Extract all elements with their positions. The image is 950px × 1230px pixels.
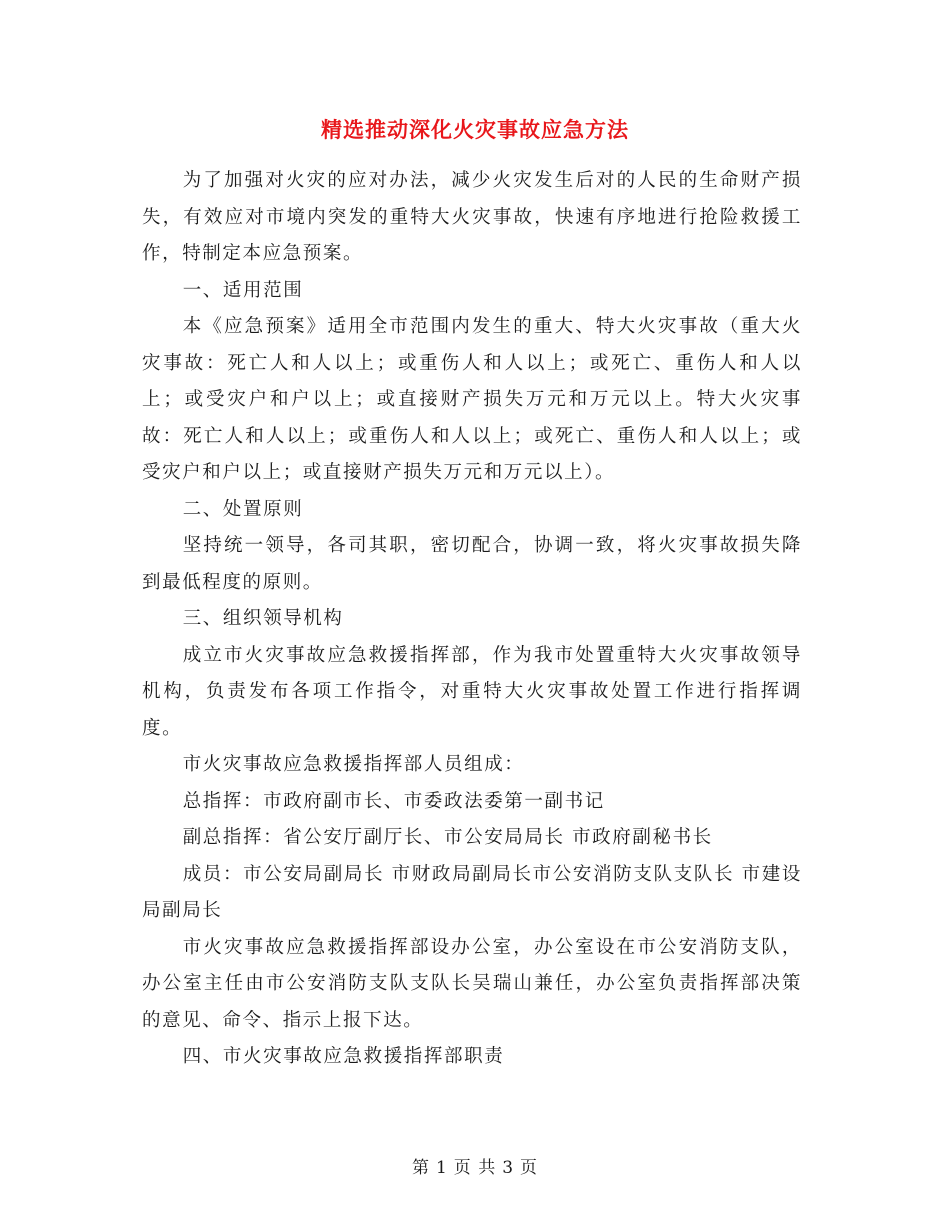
current-page-number: 1 bbox=[435, 1158, 448, 1178]
paragraph-members-intro: 市火灾事故应急救援指挥部人员组成： bbox=[182, 754, 525, 775]
page-mid: 页 共 bbox=[453, 1158, 497, 1178]
page-prefix: 第 bbox=[411, 1158, 430, 1178]
paragraph-members: 成员：市公安局副局长 市财政局副局长市公安消防支队支队长 市建设局副局长 bbox=[142, 863, 802, 921]
total-page-number: 3 bbox=[502, 1158, 515, 1178]
page-number-footer bbox=[0, 1153, 950, 1178]
section-heading-organization: 三、组织领导机构 bbox=[182, 608, 344, 629]
paragraph-deputy-commander: 副总指挥：省公安厅副厅长、市公安局局长 市政府副秘书长 bbox=[182, 827, 713, 848]
page-suffix: 页 bbox=[520, 1158, 539, 1178]
section-heading-duties: 四、市火灾事故应急救援指挥部职责 bbox=[182, 1046, 505, 1067]
paragraph-principles: 坚持统一领导，各司其职，密切配合，协调一致，将火灾事故损失降到最低程度的原则。 bbox=[142, 535, 802, 593]
paragraph-office: 市火灾事故应急救援指挥部设办公室，办公室设在市公安消防支队，办公室主任由市公安消防支队支队长吴瑞山兼任，办公室负责指挥部决策的意见、命令、指示上报下达。 bbox=[142, 936, 802, 1031]
paragraph-commander: 总指挥：市政府副市长、市委政法委第一副书记 bbox=[182, 790, 605, 812]
paragraph-intro: 为了加强对火灾的应对办法，减少火灾发生后对的人民的生命财产损失，有效应对市境内突发的重特大火灾事故，快速有序地进行抢险救援工作，特制定本应急预案。 bbox=[142, 170, 802, 264]
document-body bbox=[142, 163, 802, 1076]
paragraph-organization: 成立市火灾事故应急救援指挥部，作为我市处置重特大火灾事故领导机构，负责发布各项工作指令，对重特大火灾事故处置工作进行指挥调度。 bbox=[142, 644, 802, 739]
paragraph-scope: 本《应急预案》适用全市范围内发生的重大、特大火灾事故（重大火灾事故：死亡人和人以上；或重伤人和人以上；或死亡、重伤人和人以上；或受灾户和户以上；或直接财产损失万元和万元以上。特大火灾事故：死亡人和人以上；或重伤人和人以上；或死亡、重伤人和人以上；或受灾户和户以上；或直接财产损失万元和万元以上）。 bbox=[142, 316, 802, 483]
section-heading-scope: 一、适用范围 bbox=[182, 279, 304, 301]
document-title: 精选推动深化火灾事故应急方法 bbox=[321, 117, 629, 142]
section-heading-principles: 二、处置原则 bbox=[182, 498, 304, 520]
